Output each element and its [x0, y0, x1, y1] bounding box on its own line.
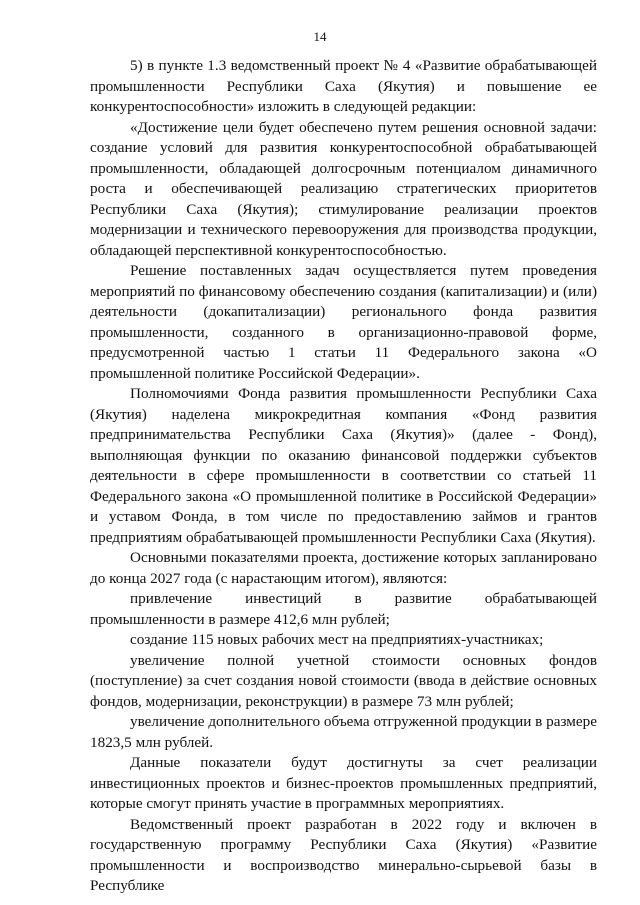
- paragraph-fund-powers: Полномочиями Фонда развития промышленности Республики Саха (Якутия) наделена микрокредитная компания «Фонд развития предпринимательства Республики Саха (Якутия)» (далее - Фонд), выполняющая функции по оказанию финансовой поддержки субъектов деятельности в сфере промышленности в соответствии со статьей 11 Федерального закона «О промышленной политике в Российской Федерации» и уставом Фонда, в том числе по предоставлению займов и грантов предприятиям обрабатывающей промышленности Республики Саха (Якутия).: [90, 385, 597, 546]
- paragraph-indicator-fixed-assets: увеличение полной учетной стоимости основных фондов (поступление) за счет создания новой стоимости (ввода в действие основных фондов, модернизации, реконструкции) в размере 73 млн рублей;: [90, 651, 597, 710]
- paragraph-amendment-intro: 5) в пункте 1.3 ведомственный проект № 4 «Развитие обрабатывающей промышленности Республики Саха (Якутия) и повышение ее конкурентоспособности» изложить в следующей редакции:: [90, 57, 597, 115]
- paragraph-indicator-jobs: создание 115 новых рабочих мест на предприятиях-участниках;: [130, 631, 544, 648]
- paragraph-project-developed: Ведомственный проект разработан в 2022 году и включен в государственную программу Республики Саха (Якутия) «Развитие промышленности и воспроизводство минерально-сырьевой базы в Республике: [90, 815, 597, 894]
- page-number: 14: [313, 29, 327, 44]
- paragraph-goal: «Достижение цели будет обеспечено путем решения основной задачи: создание условий для развития конкурентоспособной обрабатывающей промышленности, обладающей долгосрочным потенциалом динамичного роста и обеспечивающей реализацию стратегических приоритетов Республики Саха (Якутия); стимулирование реализации проектов модернизации и технического перевооружения для производства продукции, обладающей перспективной конкурентоспособностью.: [90, 118, 597, 259]
- paragraph-indicators-achievement: Данные показатели будут достигнуты за счет реализации инвестиционных проектов и бизнес-проектов промышленных предприятий, которые смогут принять участие в программных мероприятиях.: [90, 754, 597, 812]
- document-body: [90, 56, 597, 897]
- paragraph-solution: Решение поставленных задач осуществляется путем проведения мероприятий по финансовому обеспечению создания (капитализации) и (или) деятельности (докапитализации) регионального фонда развития промышленности, созданного в организационно-правовой форме, предусмотренной частью 1 статьи 11 Федерального закона «О промышленной политике Российской Федерации».: [90, 262, 597, 382]
- paragraph-indicator-shipped-products: увеличение дополнительного объема отгруженной продукции в размере 1823,5 млн рублей.: [90, 713, 597, 751]
- paragraph-indicator-investment: привлечение инвестиций в развитие обрабатывающей промышленности в размере 412,6 млн рублей;: [90, 590, 597, 628]
- paragraph-indicators-intro: Основными показателями проекта, достижение которых запланировано до конца 2027 года (с нарастающим итогом), являются:: [90, 549, 597, 587]
